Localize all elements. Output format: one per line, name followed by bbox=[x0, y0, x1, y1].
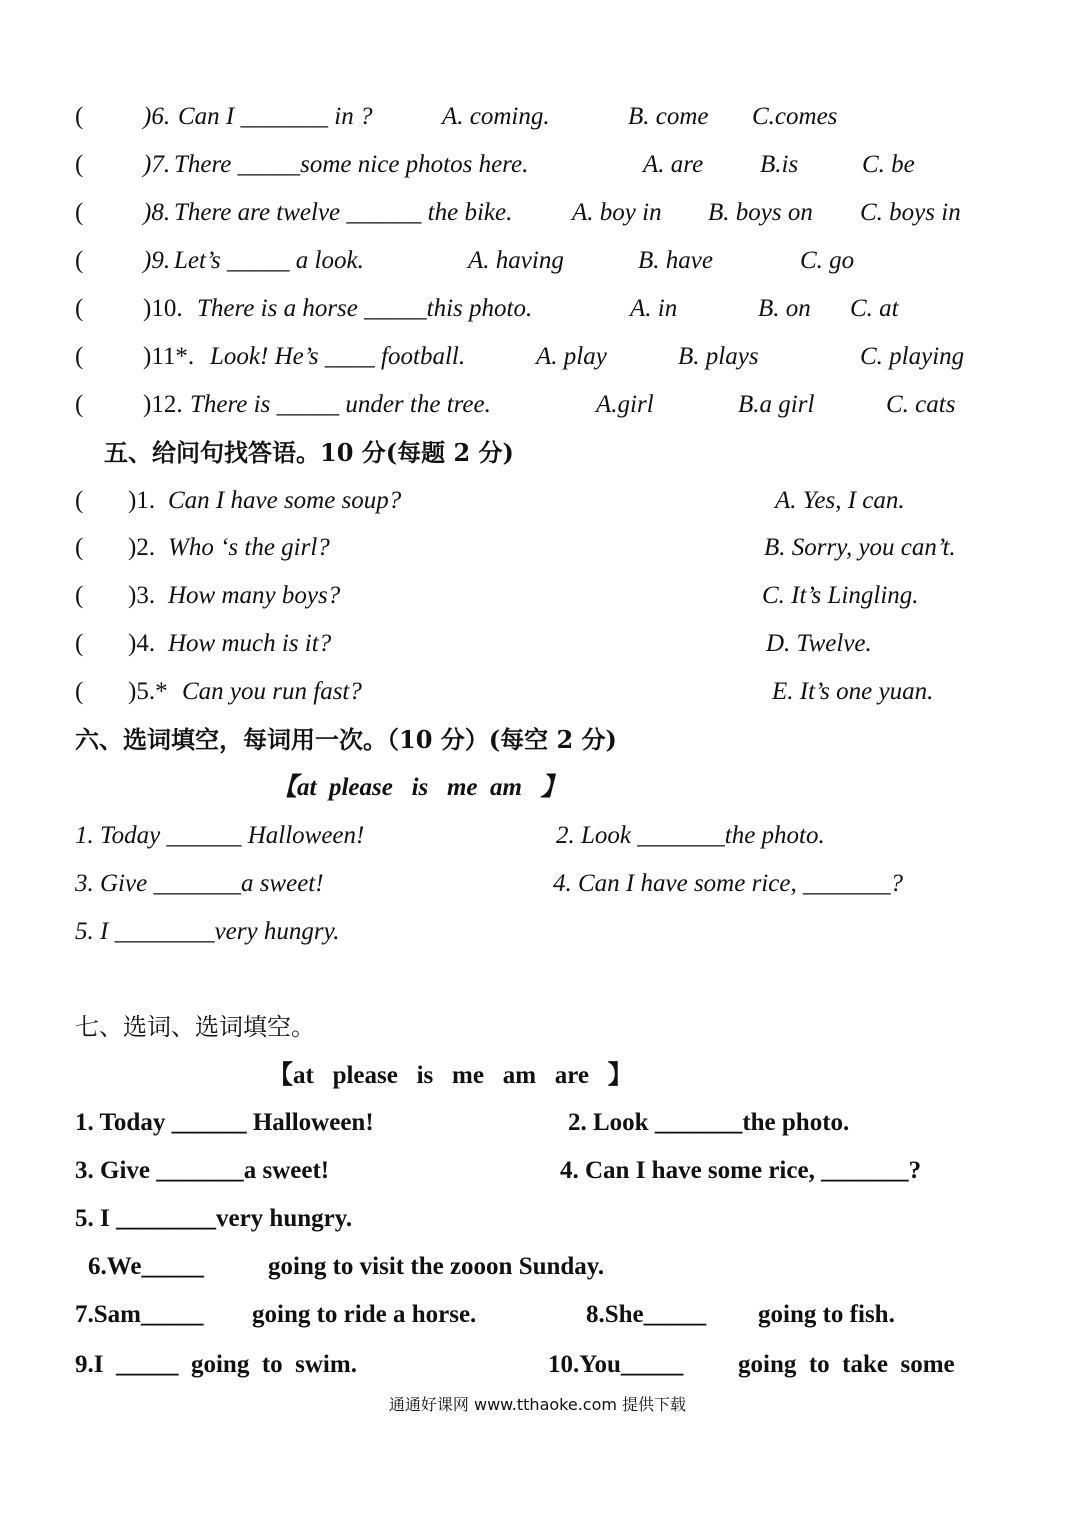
fill-item-3: 3. Give _______a sweet! bbox=[75, 870, 324, 897]
question-number: )1. bbox=[128, 487, 156, 514]
option-b: B. plays bbox=[678, 343, 759, 370]
question-number: )8. bbox=[143, 199, 171, 226]
fill-item-4: 4. Can I have some rice, _______? bbox=[560, 1157, 922, 1184]
fill-item-1: 1. Today ______ Halloween! bbox=[75, 822, 365, 849]
answer-paren: ( bbox=[75, 534, 84, 561]
option-c: C. cats bbox=[886, 391, 956, 418]
option-a: A. are bbox=[643, 151, 704, 178]
question-number: )2. bbox=[128, 534, 156, 561]
answer-option: E. It’s one yuan. bbox=[772, 678, 934, 705]
question-number: )3. bbox=[128, 582, 156, 609]
option-a: A. having bbox=[468, 247, 564, 274]
question-number: )9. bbox=[143, 247, 171, 274]
question-stem: There _____some nice photos here. bbox=[174, 151, 529, 178]
answer-paren: ( bbox=[75, 151, 84, 178]
question-stem: Look! He’s ____ football. bbox=[210, 343, 466, 370]
answer-option: A. Yes, I can. bbox=[775, 487, 905, 514]
question-stem: Let’s _____ a look. bbox=[174, 247, 364, 274]
word-bank: 【at please is me am 】 bbox=[272, 774, 566, 801]
item-prefix: 7.Sam_____ bbox=[75, 1301, 204, 1328]
question-number: )12. bbox=[143, 391, 183, 418]
answer-paren: ( bbox=[75, 343, 84, 370]
item-prefix: 6.We_____ bbox=[88, 1253, 204, 1280]
option-b: B.a girl bbox=[738, 391, 815, 418]
option-a: A. in bbox=[630, 295, 678, 322]
question-number: )4. bbox=[128, 630, 156, 657]
option-b: B. on bbox=[758, 295, 811, 322]
answer-paren: ( bbox=[75, 630, 84, 657]
answer-paren: ( bbox=[75, 103, 84, 130]
option-b: B.is bbox=[760, 151, 799, 178]
question-stem: There is _____ under the tree. bbox=[190, 391, 491, 418]
option-c: C. boys in bbox=[860, 199, 961, 226]
fill-item-5: 5. I ________very hungry. bbox=[75, 918, 340, 945]
fill-item-4: 4. Can I have some rice, _______? bbox=[553, 870, 903, 897]
option-c: C. at bbox=[850, 295, 899, 322]
item-9: 9.I _____ going to swim. bbox=[75, 1351, 357, 1378]
fill-item-1: 1. Today ______ Halloween! bbox=[75, 1109, 374, 1136]
fill-item-2: 2. Look _______the photo. bbox=[556, 822, 825, 849]
answer-paren: ( bbox=[75, 487, 84, 514]
option-b: B. have bbox=[638, 247, 713, 274]
footer-source: 通通好课网 www.tthaoke.com 提供下载 bbox=[388, 1395, 687, 1414]
option-b: B. boys on bbox=[708, 199, 813, 226]
option-a: A. boy in bbox=[572, 199, 662, 226]
option-b: B. come bbox=[628, 103, 709, 130]
section-7-heading: 七、选词、选词填空。 bbox=[75, 1013, 315, 1041]
fill-item-3: 3. Give _______a sweet! bbox=[75, 1157, 330, 1184]
question-text: Can you run fast? bbox=[182, 678, 362, 705]
answer-paren: ( bbox=[75, 678, 84, 705]
answer-paren: ( bbox=[75, 295, 84, 322]
option-c: C. playing bbox=[860, 343, 965, 370]
item-prefix: 8.She_____ bbox=[586, 1301, 707, 1328]
item-rest: going to take some bbox=[738, 1351, 955, 1378]
option-a: A. play bbox=[536, 343, 607, 370]
option-a: A. coming. bbox=[442, 103, 550, 130]
answer-option: D. Twelve. bbox=[766, 630, 872, 657]
question-stem: Can I _______ in ? bbox=[178, 103, 373, 130]
question-stem: There is a horse _____this photo. bbox=[197, 295, 533, 322]
option-c: C.comes bbox=[752, 103, 838, 130]
question-number: )5.* bbox=[128, 678, 168, 705]
question-number: )11*. bbox=[143, 343, 195, 370]
question-text: Can I have some soup? bbox=[168, 487, 402, 514]
question-number: )6. bbox=[143, 103, 171, 130]
answer-option: C. It’s Lingling. bbox=[762, 582, 919, 609]
question-number: )7. bbox=[143, 151, 171, 178]
question-text: Who ‘s the girl? bbox=[168, 534, 330, 561]
question-text: How much is it? bbox=[168, 630, 332, 657]
answer-paren: ( bbox=[75, 391, 84, 418]
question-stem: There are twelve ______ the bike. bbox=[174, 199, 513, 226]
section-5-heading: 五、给问句找答语。10 分(每题 2 分) bbox=[104, 438, 514, 467]
option-c: C. be bbox=[862, 151, 915, 178]
answer-paren: ( bbox=[75, 199, 84, 226]
item-prefix: 10.You_____ bbox=[548, 1351, 684, 1378]
answer-option: B. Sorry, you can’t. bbox=[764, 534, 956, 561]
fill-item-5: 5. I ________very hungry. bbox=[75, 1205, 353, 1232]
answer-paren: ( bbox=[75, 582, 84, 609]
section-6-heading: 六、选词填空，每词用一次。（10 分）(每空 2 分) bbox=[75, 725, 617, 754]
answer-paren: ( bbox=[75, 247, 84, 274]
question-text: How many boys? bbox=[168, 582, 341, 609]
word-bank: 【at please is me am are 】 bbox=[268, 1062, 633, 1089]
option-a: A.girl bbox=[596, 391, 654, 418]
item-rest: going to fish. bbox=[758, 1301, 895, 1328]
item-rest: going to visit the zooon Sunday. bbox=[268, 1253, 605, 1280]
item-rest: going to ride a horse. bbox=[252, 1301, 477, 1328]
question-number: )10. bbox=[143, 295, 183, 322]
fill-item-2: 2. Look _______the photo. bbox=[568, 1109, 850, 1136]
option-c: C. go bbox=[800, 247, 855, 274]
